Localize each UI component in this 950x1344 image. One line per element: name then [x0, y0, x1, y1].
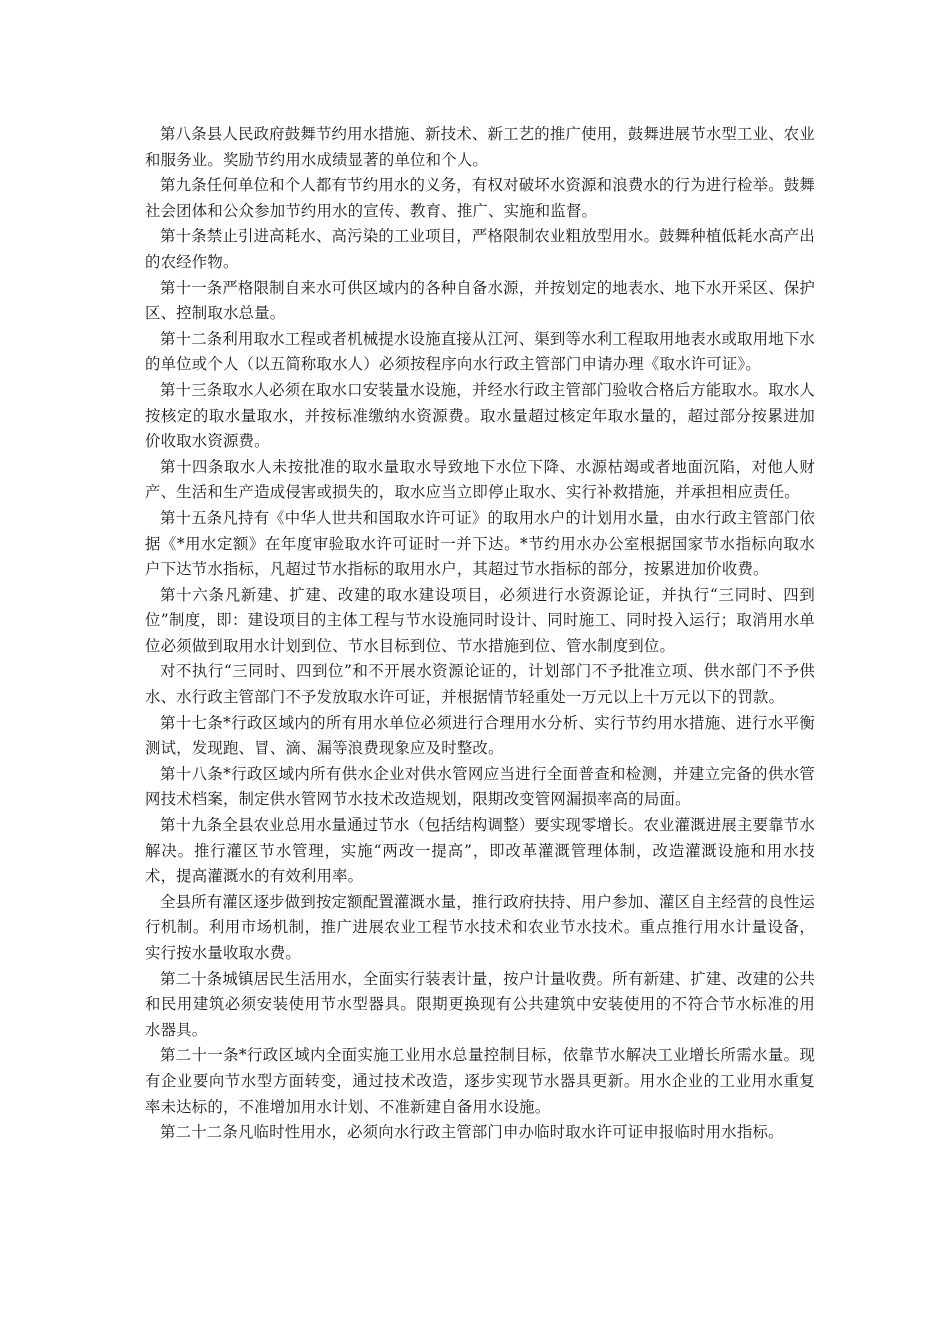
article-16-paragraph: 第十六条凡新建、扩建、改建的取水建设项目，必须进行水资源论证，并执行“三同时、四到位”制度，即：建设项目的主体工程与节水设施同时设计、同时施工、同时投入运行；取消用水单位必须做到取用水计划到位、节水目标到位、节水措施到位、管水制度到位。 [145, 585, 815, 655]
article-18-paragraph: 第十八条*行政区域内所有供水企业对供水管网应当进行全面普查和检测，并建立完备的供水管网技术档案，制定供水管网节水技术改造规划，限期改变管网漏损率高的局面。 [145, 764, 815, 809]
article-12-paragraph: 第十二条利用取水工程或者机械提水设施直接从江河、渠到等水利工程取用地表水或取用地下水的单位或个人（以五简称取水人）必须按程序向水行政主管部门申请办理《取水许可证》。 [145, 329, 815, 374]
article-19-paragraph: 第十九条全县农业总用水量通过节水（包括结构调整）要实现零增长。农业灌溉进展主要靠节水解决。推行灌区节水管理，实施“两改一提高”，即改革灌溉管理体制，改造灌溉设施和用水技术，提高灌溉水的有效利用率。 [145, 816, 815, 886]
article-14-paragraph: 第十四条取水人未按批准的取水量取水导致地下水位下降、水源枯竭或者地面沉陷，对他人财产、生活和生产造成侵害或损失的，取水应当立即停止取水、实行补救措施，并承担相应责任。 [145, 457, 815, 502]
article-9-paragraph: 第九条任何单位和个人都有节约用水的义务，有权对破坏水资源和浪费水的行为进行检举。鼓舞社会团体和公众参加节约用水的宣传、教育、推广、实施和监督。 [145, 176, 815, 220]
article-10-paragraph: 第十条禁止引进高耗水、高污染的工业项目，严格限制农业粗放型用水。鼓舞种植低耗水高产出的农经作物。 [145, 227, 815, 271]
article-13-paragraph: 第十三条取水人必须在取水口安装量水设施，并经水行政主管部门验收合格后方能取水。取水人按核定的取水量取水，并按标准缴纳水资源费。取水量超过核定年取水量的，超过部分按累进加价收取水资源费。 [145, 380, 815, 451]
article-17-paragraph: 第十七条*行政区域内的所有用水单位必须进行合理用水分析、实行节约用水措施、进行水平衡测试，发现跑、冒、滴、漏等浪费现象应及时整改。 [145, 713, 815, 758]
article-15-paragraph: 第十五条凡持有《中华人世共和国取水许可证》的取用水户的计划用水量，由水行政主管部门依据《*用水定额》在年度审验取水许可证时一并下达。*节约用水办公室根据国家节水指标向取水户下达节水指标，凡超过节水指标的取用水户，其超过节水指标的部分，按累进加价收费。 [145, 508, 815, 579]
article-16-penalty-paragraph: 对不执行“三同时、四到位”和不开展水资源论证的，计划部门不予批准立项、供水部门不予供水、水行政主管部门不予发放取水许可证，并根据情节轻重处一万元以上十万元以下的罚款。 [145, 662, 815, 707]
article-19-irrigation-paragraph: 全县所有灌区逐步做到按定额配置灌溉水量，推行政府扶持、用户参加、灌区自主经营的良性运行机制。利用市场机制，推广进展农业工程节水技术和农业节水技术。重点推行用水计量设备，实行按水量收取水费。 [145, 892, 815, 962]
article-21-paragraph: 第二十一条*行政区域内全面实施工业用水总量控制目标，依靠节水解决工业增长所需水量。现有企业要向节水型方面转变，通过技术改造，逐步实现节水器具更新。用水企业的工业用水重复率未达标的，不准增加用水计划、不准新建自备用水设施。 [145, 1046, 815, 1116]
article-8-paragraph: 第八条县人民政府鼓舞节约用水措施、新技术、新工艺的推广使用，鼓舞进展节水型工业、农业和服务业。奖励节约用水成绩显著的单位和个人。 [145, 125, 815, 169]
article-22-paragraph: 第二十二条凡临时性用水，必须向水行政主管部门申办临时取水许可证申报临时用水指标。 [160, 1123, 784, 1142]
article-11-paragraph: 第十一条严格限制自来水可供区域内的各种自备水源，并按划定的地表水、地下水开采区、保护区、控制取水总量。 [145, 278, 815, 323]
article-20-paragraph: 第二十条城镇居民生活用水，全面实行装表计量，按户计量收费。所有新建、扩建、改建的公共和民用建筑必须安装使用节水型器具。限期更换现有公共建筑中安装使用的不符合节水标准的用水器具。 [145, 969, 815, 1039]
document-body [145, 122, 815, 1146]
